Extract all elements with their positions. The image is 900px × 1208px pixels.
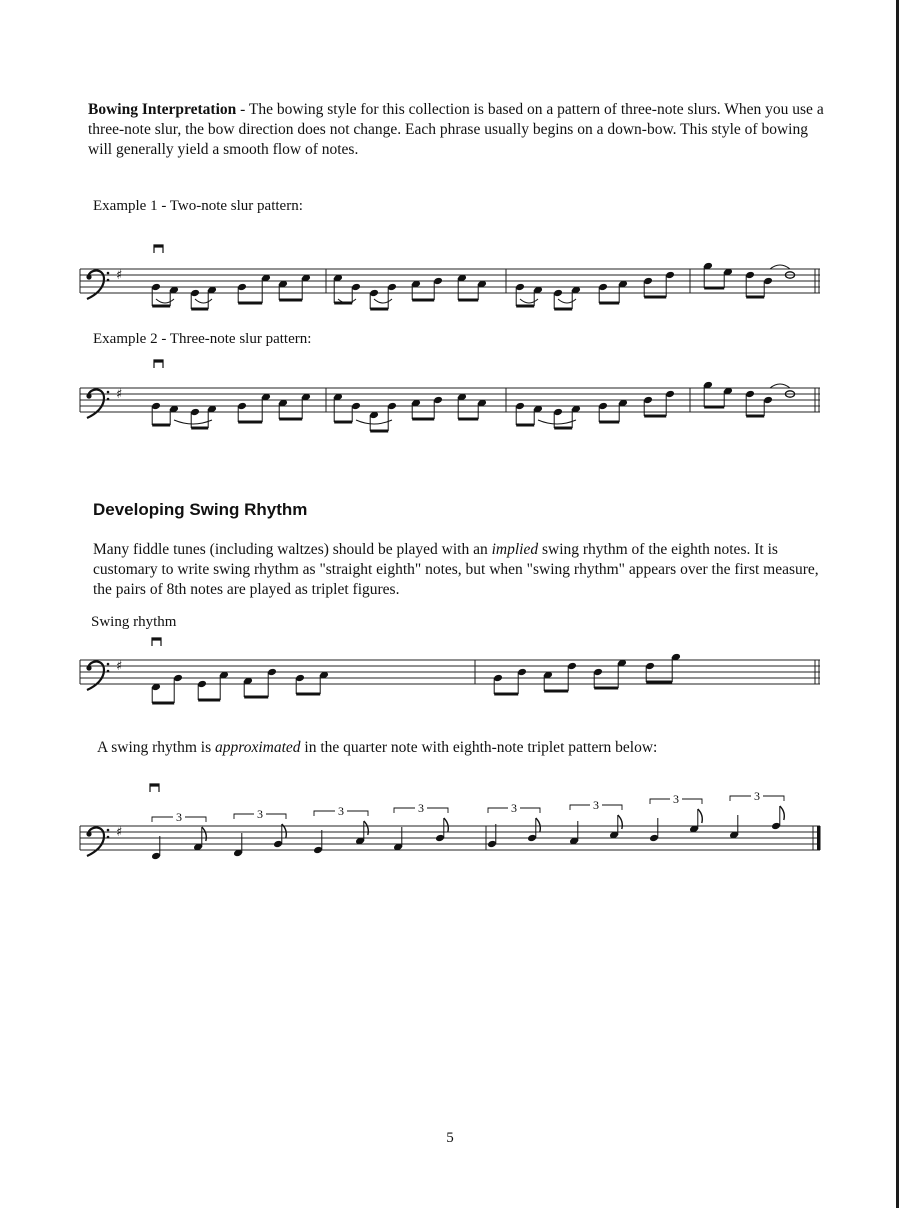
- triplet-number: 3: [673, 792, 679, 806]
- slur: [770, 265, 790, 269]
- slur: [174, 420, 212, 424]
- example1-staff: [78, 245, 823, 315]
- triplet-number: 3: [511, 801, 517, 815]
- bass-clef-dot: [107, 398, 110, 401]
- example1-label: Example 1 - Two-note slur pattern:: [93, 198, 303, 214]
- down-bow-bar: [150, 784, 159, 787]
- note-flag: [618, 815, 623, 829]
- approx-post: in the quarter note with eighth-note triplet pattern below:: [300, 739, 658, 756]
- slur: [156, 299, 174, 303]
- triplet-number: 3: [418, 801, 424, 815]
- note-flag: [202, 827, 207, 841]
- triplet-number: 3: [593, 798, 599, 812]
- slur: [356, 420, 392, 424]
- slur: [520, 299, 538, 303]
- bowing-text: The bowing style for this collection is based on a pattern of three-note slurs. When you use a three-note slur, the bow direction does not change. Each phrase usually begins on a down-bow. This style of bowing will generally yield a smooth flow of notes.: [88, 101, 824, 158]
- bass-clef-dot: [86, 274, 91, 279]
- bass-clef-dot: [107, 836, 110, 839]
- bass-clef-dot: [107, 391, 110, 394]
- slur: [770, 384, 790, 388]
- bass-clef-dot: [107, 663, 110, 666]
- slur: [538, 420, 576, 424]
- triplet-number: 3: [754, 789, 760, 803]
- page-edge-rule: [896, 0, 899, 1208]
- bowing-heading: Bowing Interpretation: [88, 101, 237, 118]
- approx-emphasis: approximated: [214, 739, 301, 756]
- triplet-number: 3: [257, 807, 263, 821]
- slur: [195, 299, 212, 303]
- swing-rhythm-label: Swing rhythm: [91, 614, 177, 630]
- bass-clef-dot: [107, 670, 110, 673]
- note-flag: [698, 809, 703, 823]
- note-flag: [536, 818, 541, 832]
- sharp-icon: ♯: [116, 387, 123, 402]
- note-flag: [780, 806, 785, 820]
- triplet-number: 3: [176, 810, 182, 824]
- sharp-icon: ♯: [116, 659, 123, 674]
- down-bow-bar: [152, 638, 161, 641]
- bass-clef-dot: [107, 829, 110, 832]
- final-barline-thick: [817, 826, 821, 850]
- bowing-paragraph: [88, 100, 828, 160]
- approx-pre: A swing rhythm is: [97, 739, 215, 756]
- note-flag: [444, 818, 449, 832]
- swing-para-emphasis: implied: [491, 541, 539, 558]
- slur: [374, 299, 392, 303]
- bass-clef-dot: [86, 665, 91, 670]
- bass-clef-dot: [107, 272, 110, 275]
- swing-heading: Developing Swing Rhythm: [93, 500, 308, 519]
- bass-clef-dot: [86, 393, 91, 398]
- swing-staff: [78, 636, 823, 720]
- swing-para-post: swing rhythm of the eighth notes. It is customary to write swing rhythm as "straight eighth" notes, but when "swing rhythm" appears over the first measure, the pairs of 8th notes are played as triplet figures.: [93, 541, 819, 598]
- swing-para-pre: Many fiddle tunes (including waltzes) should be played with an: [93, 541, 492, 558]
- triplet-number: 3: [338, 804, 344, 818]
- swing-paragraph: [93, 540, 828, 600]
- example2-label: Example 2 - Three-note slur pattern:: [93, 331, 312, 347]
- bass-clef-dot: [107, 279, 110, 282]
- approx-paragraph: [97, 738, 832, 758]
- slur: [558, 299, 576, 303]
- sharp-icon: ♯: [116, 825, 123, 840]
- sharp-icon: ♯: [116, 268, 123, 283]
- triplet-staff: [78, 780, 823, 870]
- down-bow-bar: [154, 360, 163, 363]
- down-bow-bar: [154, 245, 163, 248]
- note-flag: [364, 821, 369, 835]
- bowing-dash: -: [236, 101, 249, 118]
- bass-clef-dot: [86, 831, 91, 836]
- page-number: 5: [446, 1130, 454, 1146]
- example2-staff: [78, 358, 823, 438]
